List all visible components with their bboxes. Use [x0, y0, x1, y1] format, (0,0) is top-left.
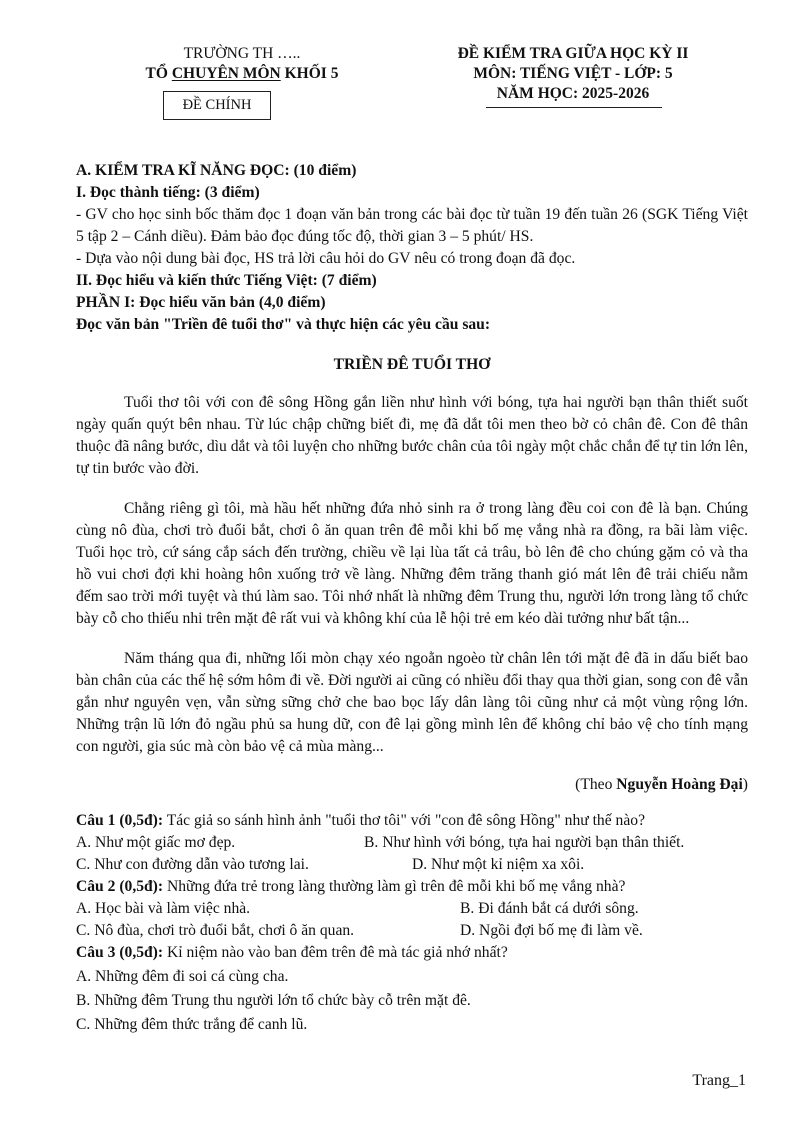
comprehension-heading: II. Đọc hiểu và kiến thức Tiếng Việt: (7 điểm) [76, 272, 377, 289]
passage-instruction: Đọc văn bản "Triền đê tuổi thơ" và thực hiện các yêu cầu sau: [76, 316, 491, 333]
question-2-option-d[interactable]: D. Ngồi đợi bố mẹ đi làm về. [460, 922, 643, 939]
dept-underlined: CHUYÊN MÔN [171, 65, 281, 82]
question-2-options-row-2 [76, 920, 748, 942]
question-2-options-row-1 [76, 898, 748, 920]
school-header [122, 44, 362, 84]
question-1-options-row-1 [76, 832, 748, 854]
credit-prefix: (Theo [575, 776, 617, 793]
header-underline [486, 107, 662, 108]
exam-header [418, 44, 728, 104]
question-1-option-c[interactable]: C. Như con đường dẫn vào tương lai. [76, 856, 309, 873]
question-2-text: Những đứa trẻ trong làng thường làm gì trên đê mỗi khi bố mẹ vắng nhà? [163, 878, 626, 895]
dept-prefix: TỔ [145, 65, 172, 82]
question-3-option-b[interactable]: B. Những đêm Trung thu người lớn tổ chức bày cỗ trên mặt đê. [76, 992, 471, 1009]
reading-aloud-instruction-1: - GV cho học sinh bốc thăm đọc 1 đoạn văn bản trong các bài đọc từ tuần 19 đến tuần 26 (SGK Tiếng Việt 5 tập 2 – Cánh diều). Đảm bảo đọc đúng tốc độ, thời gian 3 – 5 phút/ HS. [76, 206, 748, 245]
passage-title: TRIỀN ĐÊ TUỔI THƠ [333, 356, 491, 373]
reading-aloud-instruction-2: - Dựa vào nội dung bài đọc, HS trả lời câu hỏi do GV nêu có trong đoạn đã đọc. [76, 250, 576, 267]
credit-suffix: ) [742, 776, 748, 793]
question-3-option-c[interactable]: C. Những đêm thức trắng để canh lũ. [76, 1016, 308, 1033]
passage-credit [76, 774, 748, 796]
section-a-heading: A. KIỂM TRA KĨ NĂNG ĐỌC: (10 điểm) [76, 162, 357, 179]
question-1-text: Tác giả so sánh hình ảnh "tuổi thơ tôi" với "con đê sông Hồng" như thế nào? [163, 812, 645, 829]
school-year: NĂM HỌC: 2025-2026 [496, 85, 650, 102]
question-2-option-b[interactable]: B. Đi đánh bắt cá dưới sông. [460, 900, 639, 917]
question-1-options-row-2 [76, 854, 748, 876]
exam-title: ĐỀ KIỂM TRA GIỮA HỌC KỲ II [457, 45, 689, 62]
exam-body [76, 160, 748, 1036]
passage-paragraph-1: Tuổi thơ tôi với con đê sông Hồng gắn liền như hình với bóng, tựa hai người bạn thân thiết suốt ngày quấn quýt bên nhau. Từ lúc chập chững biết đi, mẹ đã dắt tôi men theo bờ cỏ chân đê. Con đê thân thuộc đã nâng bước, dìu dắt và tôi luyện cho những bước chân của tôi ngày một chắc chắn để tự tin lớn lên, tự tin bước vào đời. [76, 394, 748, 477]
question-2 [76, 876, 748, 898]
official-exam-box: ĐỀ CHÍNH [163, 91, 271, 120]
question-3-text: Kỉ niệm nào vào ban đêm trên đê mà tác giả nhớ nhất? [163, 944, 508, 961]
exam-subject: MÔN: TIẾNG VIỆT - LỚP: 5 [473, 65, 673, 82]
question-3 [76, 942, 748, 964]
question-1-label: Câu 1 (0,5đ): [76, 812, 164, 829]
department-name [122, 64, 362, 84]
school-name: TRƯỜNG TH ….. [183, 45, 301, 62]
question-2-option-a[interactable]: A. Học bài và làm việc nhà. [76, 900, 251, 917]
question-1-option-b[interactable]: B. Như hình với bóng, tựa hai người bạn thân thiết. [364, 834, 685, 851]
passage-paragraph-2: Chẳng riêng gì tôi, mà hầu hết những đứa nhỏ sinh ra ở trong làng đều coi con đê là bạn. Chúng cùng nô đùa, chơi trò đuổi bắt, chơi ô ăn quan trên đê mỗi khi bố mẹ vắng nhà ra đồng, ra bãi làm việc. Tuổi học trò, cứ sáng cắp sách đến trường, chiều về lại lùa tất cả trâu, bò lên đê cho chúng gặm cỏ và tha hồ vui chơi đợi khi hoàng hôn xuống trở về làng. Những đêm trăng thanh gió mát lên đê trải chiếu nằm đếm sao trời mới tuyệt và thú làm sao. Tôi nhớ nhất là những đêm Trung thu, người lớn trong làng tổ chức bày cỗ cho thiếu nhi trên mặt đê rất vui và không khí của lễ hội trẻ em kéo dài tưởng như bất tận... [76, 500, 748, 627]
page-number: Trang_1 [692, 1072, 746, 1089]
question-3-label: Câu 3 (0,5đ): [76, 944, 164, 961]
question-2-option-c[interactable]: C. Nô đùa, chơi trò đuổi bắt, chơi ô ăn quan. [76, 922, 355, 939]
question-1-option-a[interactable]: A. Như một giấc mơ đẹp. [76, 834, 236, 851]
part-one-heading: PHẦN I: Đọc hiểu văn bản (4,0 điểm) [76, 294, 326, 311]
question-1-option-d[interactable]: D. Như một kỉ niệm xa xôi. [412, 856, 585, 873]
reading-aloud-heading: I. Đọc thành tiếng: (3 điểm) [76, 184, 260, 201]
dept-suffix: KHỐI 5 [280, 65, 339, 82]
credit-author: Nguyễn Hoàng Đại [616, 776, 743, 793]
question-2-label: Câu 2 (0,5đ): [76, 878, 164, 895]
question-3-option-a[interactable]: A. Những đêm đi soi cá cùng cha. [76, 968, 289, 985]
question-1 [76, 810, 748, 832]
passage-paragraph-3: Năm tháng qua đi, những lối mòn chạy xéo ngoằn ngoèo từ chân lên tới mặt đê đã in dấu biết bao bàn chân của các thế hệ sớm hôm đi về. Đời người ai cũng có nhiều đổi thay qua thời gian, song con đê vẫn gắn như nguyên vẹn, vẫn sừng sững chở che bao bọc lấy dân làng tôi cũng như cả một vùng rộng lớn. Những trận lũ lớn đỏ ngầu phủ sa hung dữ, con đê lại gồng mình lên để không chỉ bảo vệ cho tính mạng con người, gia súc mà còn bảo vệ cả mùa màng... [76, 650, 748, 755]
